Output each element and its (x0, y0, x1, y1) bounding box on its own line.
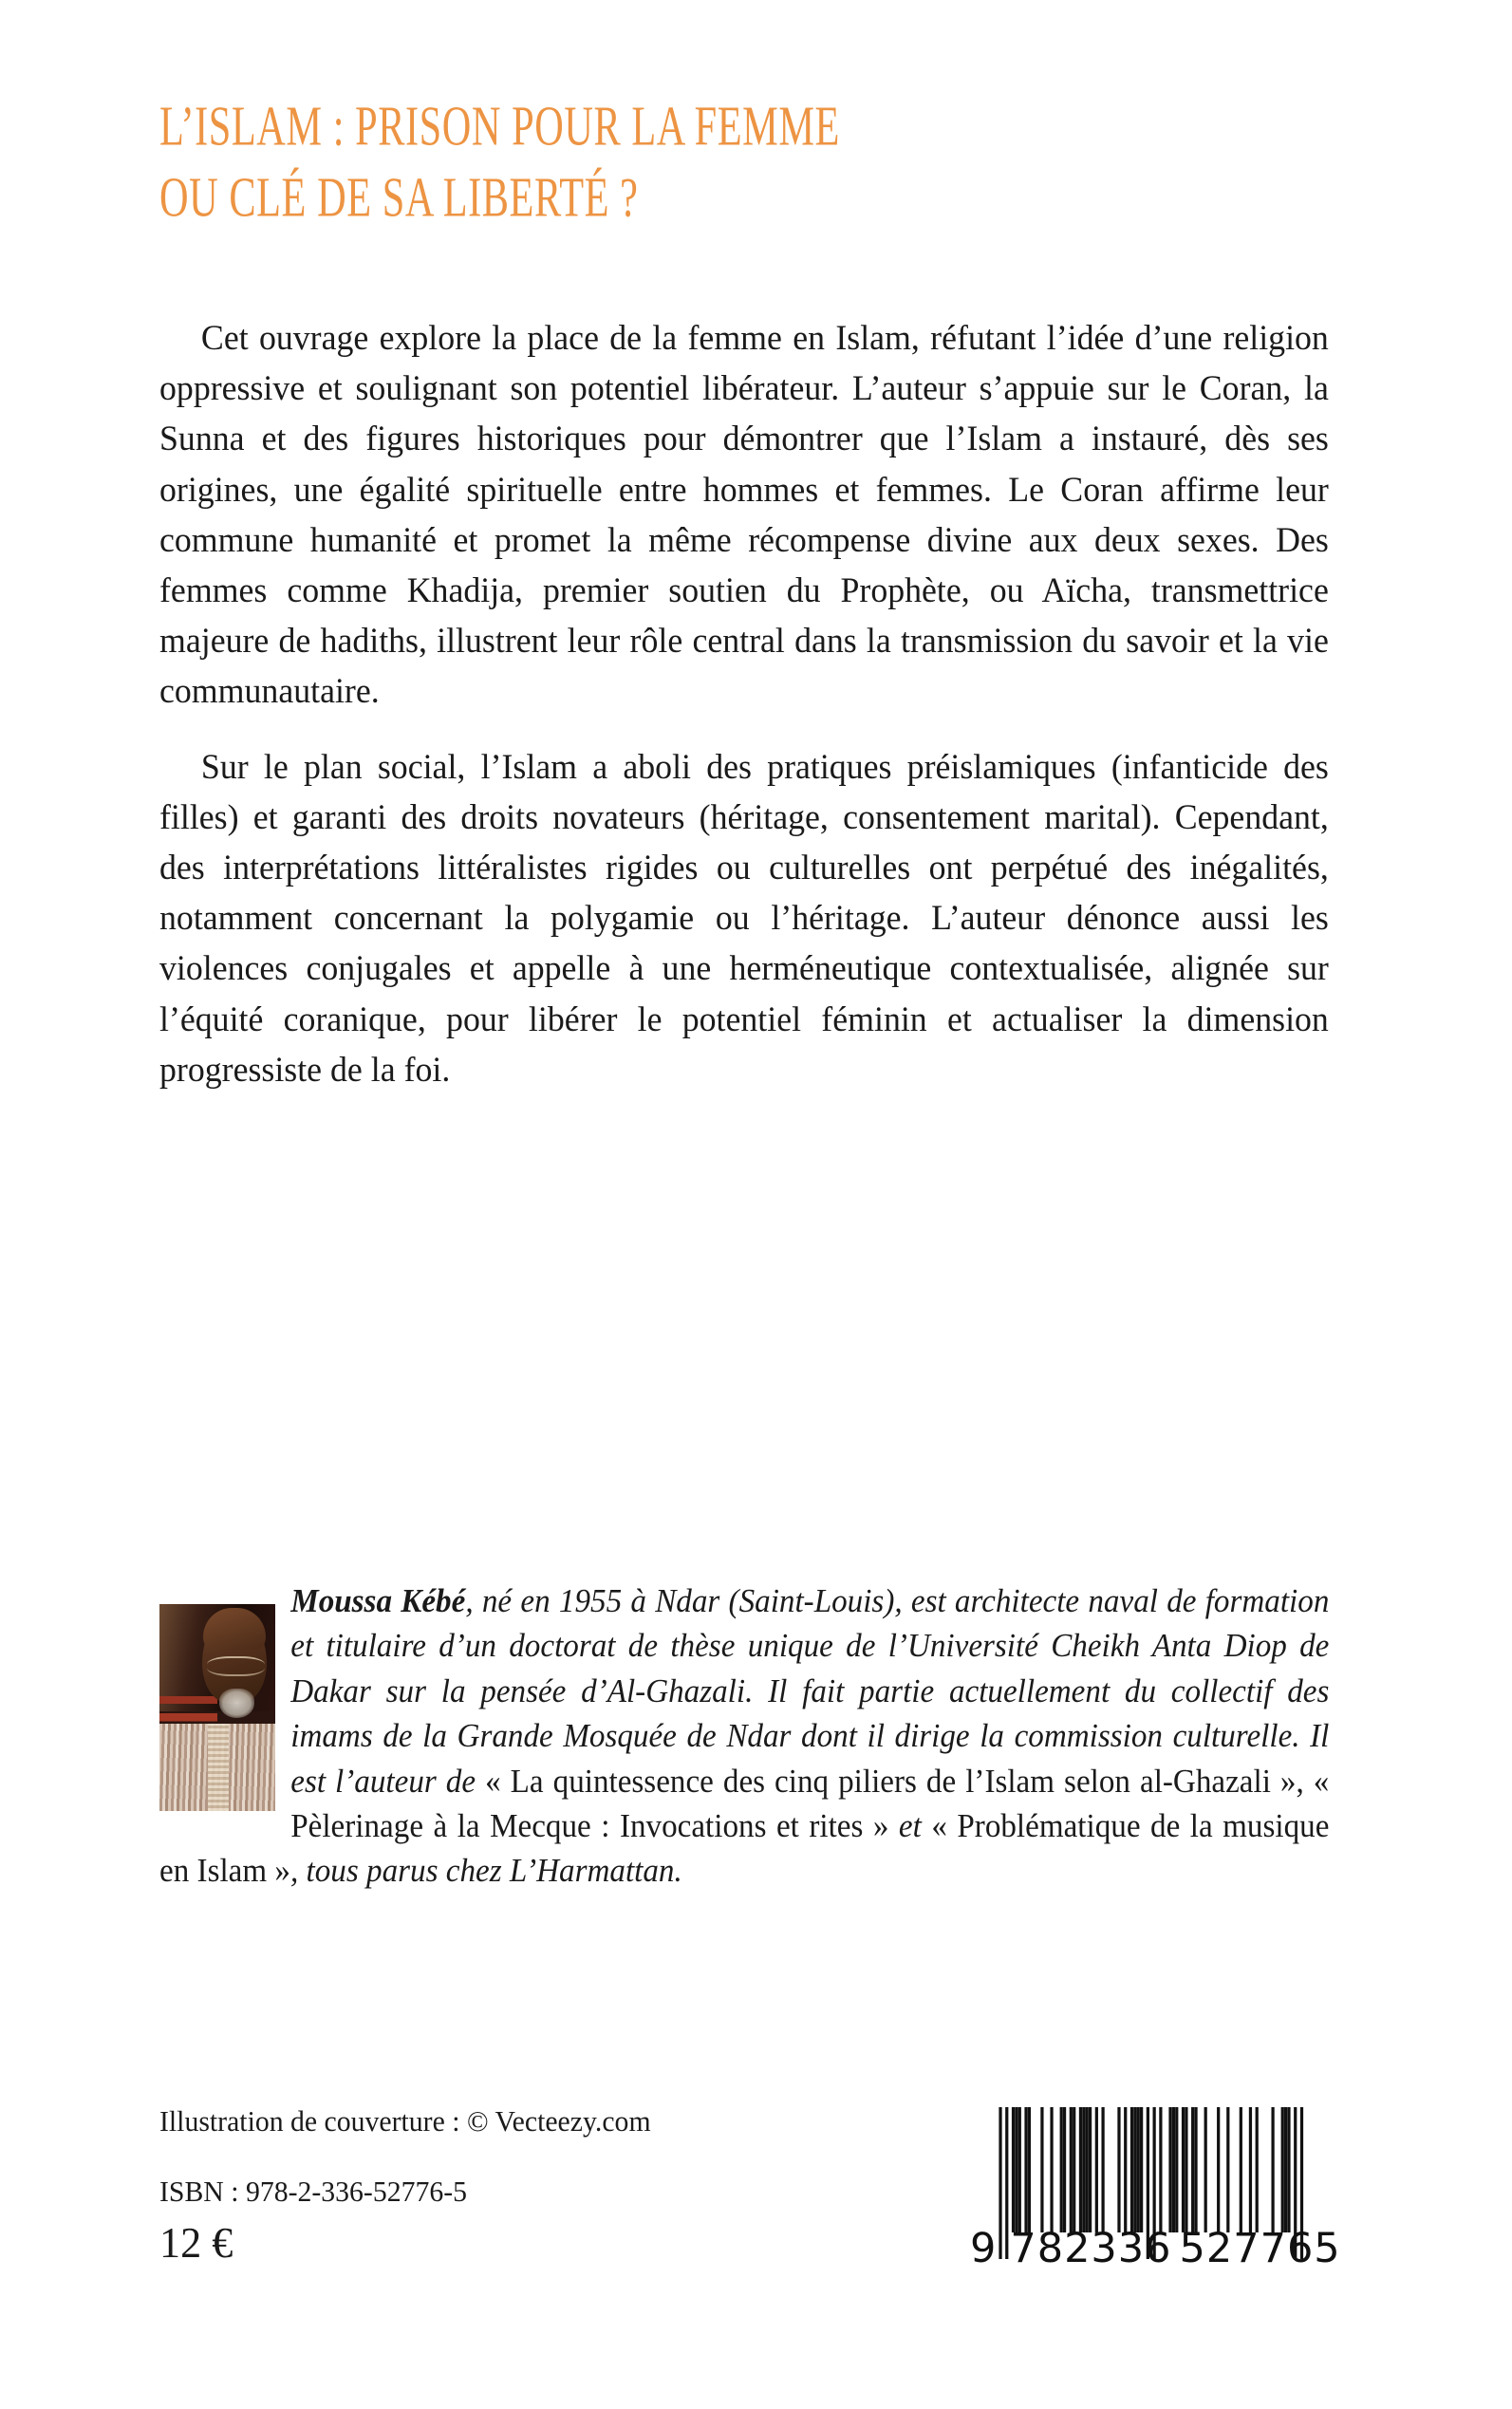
title-line-2: OU CLÉ DE SA LIBERTÉ ? (159, 165, 639, 229)
ean-barcode (970, 2107, 1341, 2272)
author-bio-part-1: , né en 1955 à Ndar (Saint-Louis), est architecte naval de formation et titulaire d’un doctorat de thèse unique de l’Université Cheikh Anta Diop de Dakar sur la pensée d’Al-Ghazali. Il fait partie actuellement du collectif des imams de la Grande Mosquée de Ndar dont il dirige la commission culturelle. Il est l’auteur de (290, 1583, 1330, 1800)
author-work-1: « La quintessence des cinq piliers de l’Islam selon al-Ghazali », (485, 1763, 1304, 1800)
author-bio-part-2: , tous parus chez L’Harmattan. (289, 1853, 682, 1890)
author-name: Moussa Kébé (290, 1583, 466, 1619)
footer-section (159, 2102, 805, 2269)
author-work-2: « Pèlerinage à la Mecque : Invocations et rites » (290, 1763, 1330, 1845)
author-conjunction: et (888, 1808, 932, 1845)
book-title (159, 91, 1336, 229)
author-section (159, 1579, 1329, 1895)
isbn-text: ISBN : 978-2-336-52776-5 (159, 2175, 468, 2208)
price-text: 12 € (159, 2218, 233, 2267)
blurb-paragraph-1: Cet ouvrage explore la place de la femme en Islam, réfutant l’idée d’une religion oppressive et soulignant son potentiel libérateur. L’auteur s’appuie sur le Coran, la Sunna et des figures historiques pour démontrer que l’Islam a instauré, dès ses origines, une égalité spirituelle entre hommes et femmes. Le Coran affirme leur commune humanité et promet la même récompense divine aux deux sexes. Des femmes comme Khadija, premier soutien du Prophète, ou Aïcha, transmettrice majeure de hadiths, illustrent leur rôle central dans la transmission du savoir et la vie communautaire. (159, 319, 1329, 712)
blurb-section (159, 313, 1329, 1095)
barcode-digit-group-1: 782336 (1010, 2225, 1172, 2272)
barcode-digit-lead: 9 (970, 2225, 998, 2272)
author-work-3: « Problématique de la musique en Islam » (159, 1808, 1330, 1890)
barcode-digits (970, 2225, 1341, 2272)
title-line-1: L’ISLAM : PRISON POUR LA FEMME (159, 94, 840, 158)
author-biography (159, 1579, 1329, 1895)
blurb-paragraph-2: Sur le plan social, l’Islam a aboli des pratiques préislamiques (infanticide des filles) et garanti des droits novateurs (héritage, consentement marital). Cependant, des interprétations littéralistes rigides ou culturelles ont perpétué des inégalités, notamment concernant la polygamie ou l’héritage. L’auteur dénonce aussi les violences conjugales et appelle à une herméneutique contextualisée, alignée sur l’équité coranique, pour libérer le potentiel féminin et actualiser la dimension progressiste de la foi. (159, 747, 1329, 1090)
barcode-digit-group-2: 527765 (1179, 2225, 1341, 2272)
illustration-credit: Illustration de couverture : © Vecteezy.com (159, 2104, 651, 2138)
